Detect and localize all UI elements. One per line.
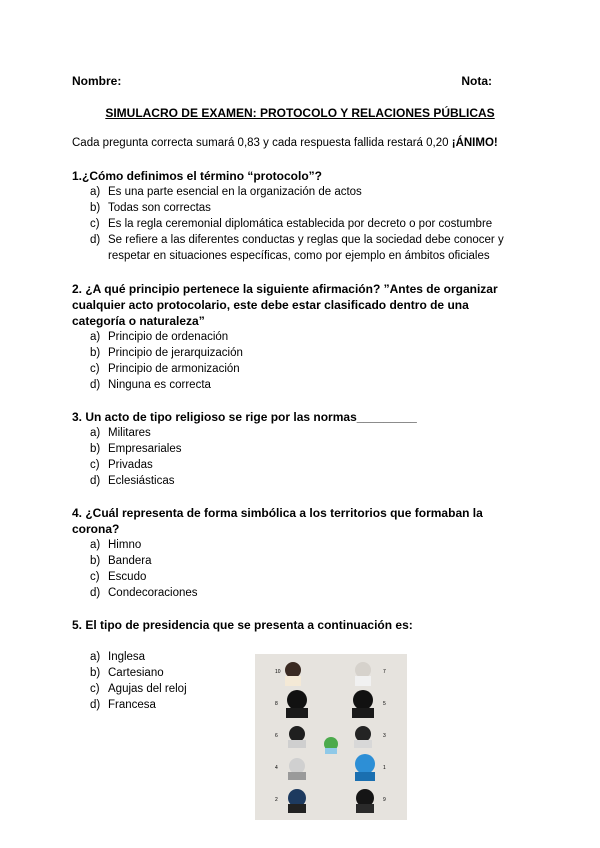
figure-left-4	[288, 758, 306, 780]
question-5: 5. El tipo de presidencia que se presenta a continuación es:	[72, 618, 413, 632]
option-q2-b	[90, 345, 520, 361]
question-2: 2. ¿A qué principio pertenece la siguiente afirmación? ”Antes de organizar cualquier acto protocolario, este debe estar clasificado dentro de una categoría o naturaleza”	[72, 282, 498, 328]
seat-number: 10	[275, 669, 281, 675]
option-q2-c	[90, 361, 520, 377]
option-letter: a)	[90, 651, 101, 663]
option-letter: d)	[90, 234, 101, 246]
option-letter: a)	[90, 539, 101, 551]
options-q1	[90, 184, 520, 264]
option-letter: b)	[90, 667, 101, 679]
option-letter: a)	[90, 427, 101, 439]
option-letter: c)	[90, 571, 100, 583]
figure-left-1	[285, 662, 301, 686]
option-text: Francesa	[108, 699, 156, 711]
option-q2-a	[90, 329, 520, 345]
option-q1-c	[90, 216, 520, 232]
figure-right-5	[356, 789, 374, 813]
options-q2	[90, 329, 520, 393]
center-table-item	[324, 737, 338, 754]
seat-number: 2	[275, 797, 278, 803]
figure-right-2	[352, 690, 374, 718]
option-text: Militares	[108, 427, 151, 439]
option-letter: d)	[90, 699, 101, 711]
figure-right-3	[354, 726, 372, 748]
option-q4-c	[90, 569, 520, 585]
option-text: Eclesiásticas	[108, 475, 175, 487]
option-text: Bandera	[108, 555, 152, 567]
option-q1-a	[90, 184, 520, 200]
intro-cheer: ¡ÁNIMO!	[451, 137, 498, 149]
option-q4-a	[90, 537, 520, 553]
seat-number: 3	[383, 733, 386, 739]
option-letter: d)	[90, 475, 101, 487]
page-title: SIMULACRO DE EXAMEN: PROTOCOLO Y RELACIONES PÚBLICAS	[105, 106, 495, 120]
option-letter: c)	[90, 363, 100, 375]
option-text: Principio de jerarquización	[108, 347, 243, 359]
option-text: Inglesa	[108, 651, 146, 663]
option-text: Es la regla ceremonial diplomática establecida por decreto o por costumbre	[108, 218, 493, 230]
option-letter: b)	[90, 347, 101, 359]
question-4: 4. ¿Cuál representa de forma simbólica a los territorios que formaban la corona?	[72, 506, 483, 536]
option-text: Se refiere a las diferentes conductas y reglas que la sociedad debe conocer y respetar en situaciones específicas, como por ejemplo en ámbitos oficiales	[108, 234, 504, 262]
option-letter: d)	[90, 587, 101, 599]
seat-number: 7	[383, 669, 386, 675]
option-letter: c)	[90, 683, 100, 695]
question-1: 1.¿Cómo definimos el término “protocolo”?	[72, 169, 323, 183]
option-letter: a)	[90, 331, 101, 343]
option-text: Principio de ordenación	[108, 331, 229, 343]
option-text: Ninguna es correcta	[108, 379, 211, 391]
question-3: 3. Un acto de tipo religioso se rige por las normas_________	[72, 410, 417, 424]
seating-diagram	[255, 654, 407, 820]
option-text: Escudo	[108, 571, 147, 583]
option-q1-b	[90, 200, 520, 216]
seat-number: 5	[383, 701, 386, 707]
option-letter: b)	[90, 555, 101, 567]
option-text: Cartesiano	[108, 667, 164, 679]
option-letter: b)	[90, 443, 101, 455]
option-q4-d	[90, 585, 520, 601]
option-text: Es una parte esencial en la organización de actos	[108, 186, 362, 198]
option-text: Privadas	[108, 459, 153, 471]
option-letter: a)	[90, 186, 101, 198]
name-label: Nombre:	[72, 74, 122, 88]
intro-text: Cada pregunta correcta sumará 0,83 y cada respuesta fallida restará 0,20	[72, 137, 452, 149]
figure-right-1	[355, 662, 371, 686]
option-letter: c)	[90, 218, 100, 230]
figure-left-2	[286, 690, 308, 718]
option-q3-d	[90, 473, 520, 489]
grade-label: Nota:	[461, 74, 492, 88]
figure-left-3	[288, 726, 306, 748]
seat-number: 9	[383, 797, 386, 803]
seat-number: 4	[275, 765, 278, 771]
option-q4-b	[90, 553, 520, 569]
option-text: Himno	[108, 539, 142, 551]
option-text: Condecoraciones	[108, 587, 198, 599]
option-q2-d	[90, 377, 520, 393]
figure-right-4	[355, 754, 375, 781]
option-q3-a	[90, 425, 520, 441]
intro-paragraph	[72, 137, 532, 149]
option-q1-d	[90, 232, 520, 264]
figure-left-5	[288, 789, 306, 813]
option-letter: d)	[90, 379, 101, 391]
option-q3-b	[90, 441, 520, 457]
seat-number: 8	[275, 701, 278, 707]
option-letter: b)	[90, 202, 101, 214]
options-q4	[90, 537, 520, 601]
options-q3	[90, 425, 520, 489]
option-text: Todas son correctas	[108, 202, 211, 214]
option-q3-c	[90, 457, 520, 473]
option-letter: c)	[90, 459, 100, 471]
presidency-seating-photo	[255, 654, 407, 820]
option-text: Agujas del reloj	[108, 683, 187, 695]
header-row	[72, 74, 492, 88]
seat-number: 1	[383, 765, 386, 771]
option-text: Empresariales	[108, 443, 182, 455]
seat-number: 6	[275, 733, 278, 739]
option-text: Principio de armonización	[108, 363, 240, 375]
